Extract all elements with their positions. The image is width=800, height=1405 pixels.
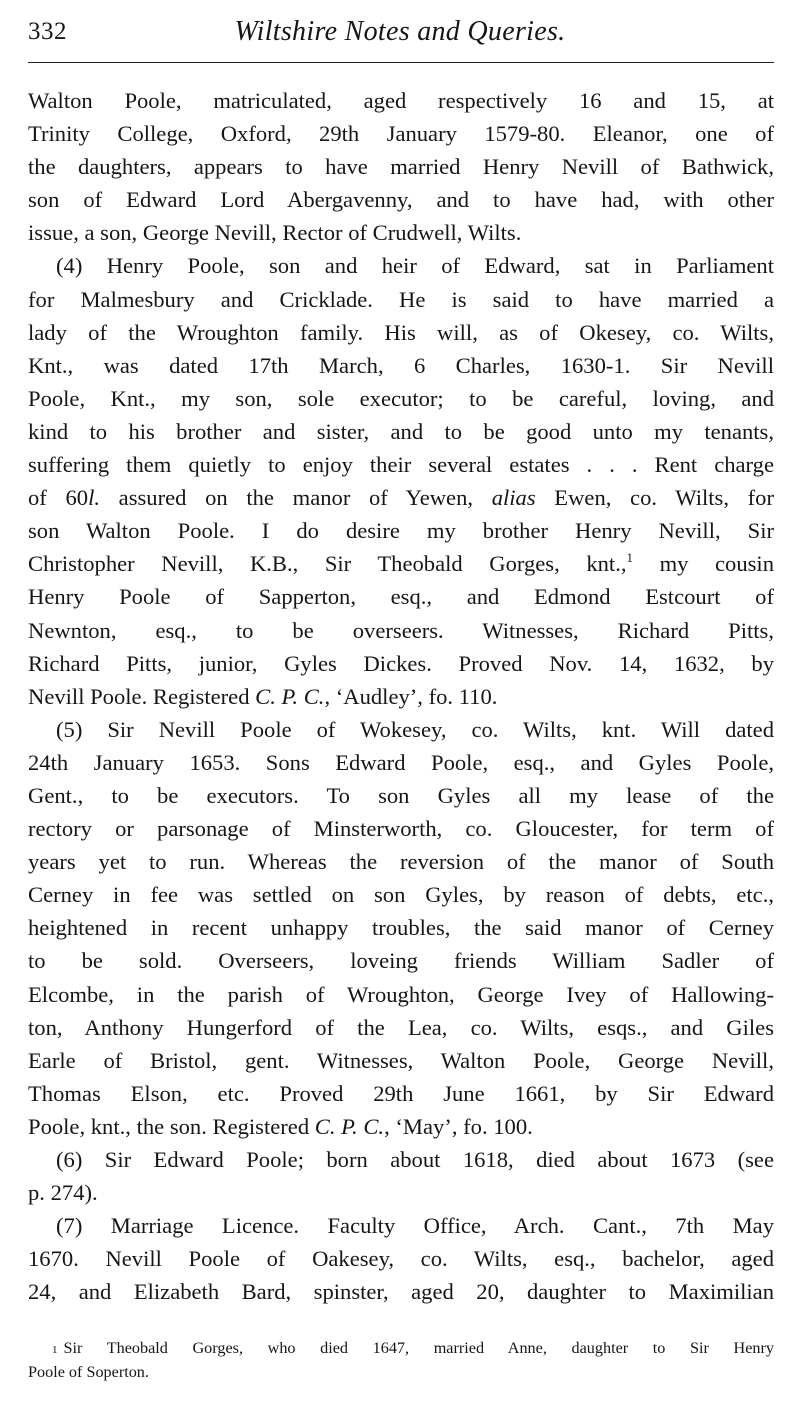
text-line: son of Edward Lord Abergavenny, and to have had, with other [28, 187, 774, 213]
text-line: 24, and Elizabeth Bard, spinster, aged 20, daughter to Maximilian [28, 1279, 774, 1305]
page-number: 332 [28, 18, 67, 45]
text-run: Poole, knt., the son. Registered [28, 1113, 315, 1139]
header-rule [28, 62, 774, 63]
text-line: for Malmesbury and Cricklade. He is said to have married a [28, 286, 774, 312]
text-line: suffering them quietly to enjoy their several estates . . . Rent charge [28, 452, 774, 478]
text-line: Trinity College, Oxford, 29th January 1579-80. Eleanor, one of [28, 121, 774, 147]
text-line: to be sold. Overseers, loveing friends William Sadler of [28, 948, 774, 974]
text-run: Ewen, co. Wilts, for [535, 485, 774, 511]
footnote-line [28, 1336, 774, 1360]
body-text [28, 84, 774, 1308]
footnote [28, 1336, 774, 1384]
footnote-text: Sir Theobald Gorges, who died 1647, married Anne, daughter to Sir Henry [63, 1339, 774, 1357]
footnote-reference[interactable]: 1 [626, 550, 633, 566]
text-run: , ‘May’, fo. 100. [384, 1113, 533, 1139]
italic-run: alias [491, 485, 536, 511]
text-line [28, 680, 774, 713]
text-line [28, 481, 774, 514]
text-line: Walton Poole, matriculated, aged respectively 16 and 15, at [28, 88, 774, 113]
text-line: heightened in recent unhappy troubles, the said manor of Cerney [28, 915, 774, 941]
text-line: kind to his brother and sister, and to be good unto my tenants, [28, 418, 774, 444]
footnote-marker: 1 [52, 1344, 58, 1356]
text-line: the daughters, appears to have married Henry Nevill of Bathwick, [28, 154, 774, 180]
text-line: (5) Sir Nevill Poole of Wokesey, co. Wilts, knt. Will dated [56, 716, 774, 742]
text-run: , ‘Audley’, fo. 110. [324, 683, 498, 709]
page-header [28, 14, 772, 54]
footnote-line: Poole of Soperton. [28, 1363, 149, 1381]
text-line: son Walton Poole. I do desire my brother Henry Nevill, Sir [28, 518, 774, 544]
text-line: Richard Pitts, junior, Gyles Dickes. Proved Nov. 14, 1632, by [28, 650, 774, 676]
text-run: Christopher Nevill, K.B., Sir Theobald Gorges, knt., [28, 551, 627, 577]
text-run: Nevill Poole. Registered [28, 683, 256, 709]
text-line: (4) Henry Poole, son and heir of Edward, sat in Parliament [56, 253, 774, 279]
text-line: years yet to run. Whereas the reversion of the manor of South [28, 849, 774, 875]
text-line [28, 1110, 774, 1143]
text-line: Cerney in fee was settled on son Gyles, by reason of debts, etc., [28, 882, 774, 908]
running-title: Wiltshire Notes and Queries. [234, 16, 566, 47]
italic-run: C. P. C. [255, 683, 325, 709]
text-line: Poole, Knt., my son, sole executor; to be careful, loving, and [28, 385, 774, 411]
text-line: lady of the Wroughton family. His will, as of Okesey, co. Wilts, [28, 319, 774, 345]
text-line: p. 274). [28, 1180, 98, 1206]
text-line: ton, Anthony Hungerford of the Lea, co. Wilts, esqs., and Giles [28, 1014, 774, 1040]
text-line [28, 547, 774, 580]
text-line: rectory or parsonage of Minsterworth, co. Gloucester, for term of [28, 816, 774, 842]
text-line: Henry Poole of Sapperton, esq., and Edmond Estcourt of [28, 584, 774, 610]
text-line: 1670. Nevill Poole of Oakesey, co. Wilts, esq., bachelor, aged [28, 1246, 774, 1272]
text-line: Elcombe, in the parish of Wroughton, George Ivey of Hallowing- [28, 981, 774, 1007]
text-run: of 60 [28, 485, 89, 511]
text-run: assured on the manor of Yewen, [100, 485, 492, 511]
text-line: (7) Marriage Licence. Faculty Office, Arch. Cant., 7th May [56, 1213, 774, 1239]
text-run: my cousin [633, 551, 774, 577]
text-line: Newnton, esq., to be overseers. Witnesses, Richard Pitts, [28, 617, 774, 643]
text-line: (6) Sir Edward Poole; born about 1618, died about 1673 (see [56, 1147, 774, 1172]
text-line: Earle of Bristol, gent. Witnesses, Walton Poole, George Nevill, [28, 1047, 774, 1073]
text-line: Gent., to be executors. To son Gyles all my lease of the [28, 782, 774, 808]
italic-run: l. [88, 485, 101, 511]
text-line: Thomas Elson, etc. Proved 29th June 1661, by Sir Edward [28, 1080, 774, 1106]
text-line: Knt., was dated 17th March, 6 Charles, 1630-1. Sir Nevill [28, 352, 774, 378]
italic-run: C. P. C. [314, 1113, 385, 1139]
text-line: issue, a son, George Nevill, Rector of Crudwell, Wilts. [28, 220, 522, 246]
text-line: 24th January 1653. Sons Edward Poole, esq., and Gyles Poole, [28, 749, 774, 775]
